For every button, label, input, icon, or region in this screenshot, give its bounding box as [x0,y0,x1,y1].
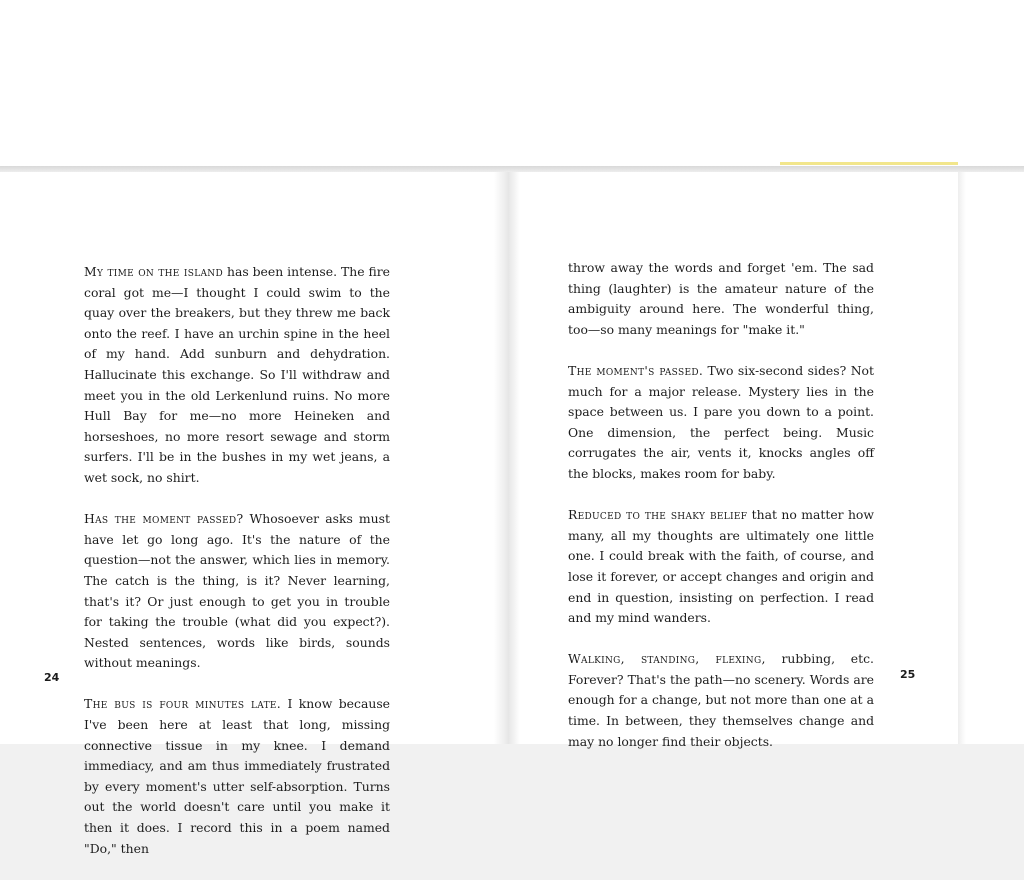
paragraph-lead: The bus is four minutes late. [84,696,282,712]
paragraph-text: Two six-second sides? Not much for a major release. Mystery lies in the space between us. I pare you down to a point. One dimension, the perfect being. Music corrugates the air, vents it, knocks angles off the blocks, makes room for baby. [568,362,874,481]
book-gutter [494,172,520,744]
book-spread [0,172,1024,856]
page-number: 24 [44,671,60,684]
paragraph [84,262,390,489]
paragraph [568,505,874,629]
right-page [568,258,874,773]
paragraph-text: Whosoever asks must have let go long ago. It's the nature of the question—not the answer, which lies in memory. The catch is the thing, is it? Never learning, that's it? Or just enough to get you in trouble for taking the trouble (what did you expect?). Nested sentences, words like birds, sounds without meanings. [84,511,390,671]
paragraph-continuation: throw away the words and forget 'em. The sad thing (laughter) is the amateur nature of the ambiguity around here. The wonderful thing, too—so many meanings for "make it." [568,260,874,337]
paragraph-lead: The moment's passed. [568,362,704,378]
paragraph [568,649,874,752]
paragraph-lead: My time on the island [84,264,224,279]
paragraph-text: has been intense. The fire coral got me—I thought I could swim to the quay over the breakers, but they threw me back onto the reef. I have an urchin spine in the heel of my hand. Add sunburn and dehydration. Hallucinate this exchange. So I'll withdraw and meet you in the old Lerkenlund ruins. No more Hull Bay for me—no more Heineken and horseshoes, no more resort sewage and storm surfers. I'll be in the bushes in my wet jeans, a wet sock, no shirt. [84,264,390,485]
paragraph-lead: Reduced to the shaky belief [568,507,748,523]
right-page-edge [958,172,966,744]
paragraph-text: that no matter how many, all my thoughts are ultimately one little one. I could break with the faith, of course, and lose it forever, or accept changes and origin and end in question, insisting on perfection. I read and my mind wanders. [568,507,875,626]
paragraph-text: I know because I've been here at least that long, missing connective tissue in my knee. I demand immediacy, and am thus immediately frustrated by every moment's utter self-absorption. Turns out the world doesn't care until you make it then it does. I record this in a poem named "Do," then [84,696,391,856]
paragraph-text: rubbing, etc. Forever? That's the path—no scenery. Words are enough for a change, but not more than one at a time. In between, they themselves change and may no longer find their objects. [568,651,874,749]
paragraph [84,509,390,674]
page-edge-highlight [780,162,958,165]
paragraph [568,361,874,485]
page-number: 25 [900,668,916,681]
paragraph-lead: Has the moment passed? [84,511,244,527]
paragraph [84,694,390,859]
left-page [84,262,390,880]
paragraph-lead: Walking, standing, flexing, [568,651,766,667]
scanner-background [0,0,1024,170]
